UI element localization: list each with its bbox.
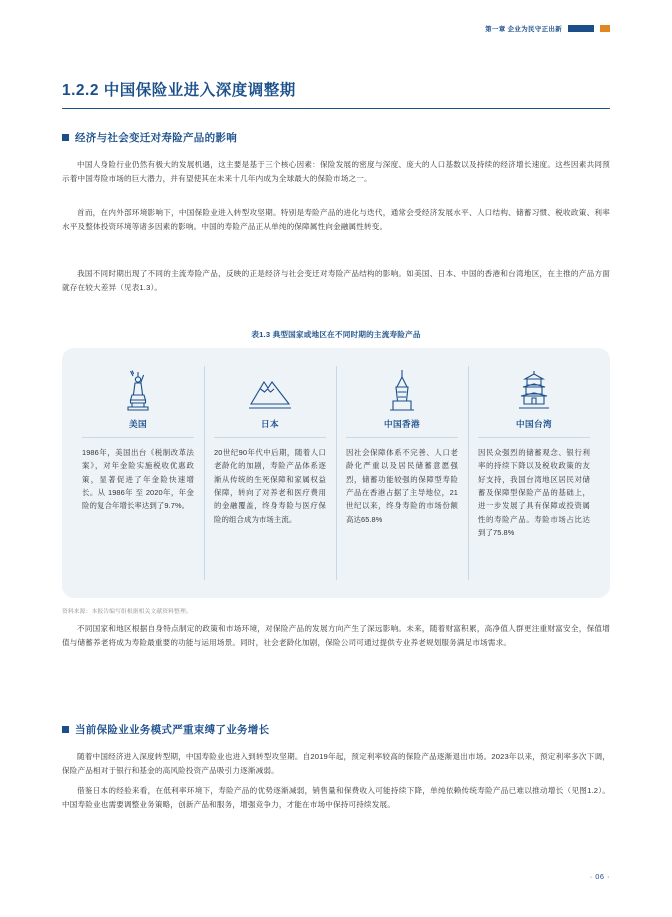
header-bar-blue: [568, 25, 594, 32]
header-bar-orange: [600, 25, 610, 32]
paragraph-block-3: [62, 267, 610, 295]
paragraph-text: 借鉴日本的经验来看，在低利率环境下，寿险产品的优势逐渐减弱，销售量和保费收入可能持续下降，单纯依赖传统寿险产品已难以推动增长（见图1.2）。中国寿险业也需要调整业务策略，创新产品和服务，增强竞争力，才能在市场中保持可持续发展。: [62, 786, 610, 810]
card-divider: [346, 437, 458, 438]
page-number: · 06 ·: [589, 872, 610, 881]
card-hongkong: [336, 362, 468, 584]
card-title: 美国: [129, 419, 147, 429]
subheading-economy-impact: [62, 130, 237, 145]
pagoda-icon: [513, 366, 555, 412]
paragraph-block-2: [62, 206, 610, 234]
card-text: 因民众强烈的储蓄观念、银行利率的持续下降以及税收政策的友好支持，我国台湾地区居民对储蓄及保障型保险产品的基础上，进一步发展了具有保障或投资属性的寿险产品。寿险市场占比达到了75.8%: [478, 448, 590, 537]
square-bullet-icon: [62, 726, 69, 733]
paragraph-block-1: [62, 158, 610, 186]
mount-fuji-icon: [247, 366, 293, 412]
paragraph-text: 中国人身险行业仍然有极大的发展机遇，这主要是基于三个核心因素：保险发展的密度与深度、庞大的人口基数以及持续的经济增长速度。这些因素共同预示着中国寿险市场的巨大潜力，并有望使其在未来十几年内成为全球最大的保险市场之一。: [62, 160, 610, 184]
card-usa: [72, 362, 204, 584]
subheading-label: 经济与社会变迁对寿险产品的影响: [75, 132, 237, 144]
card-divider: [82, 437, 194, 438]
card-text: 20世纪90年代中后期，随着人口老龄化的加剧，寿险产品体系逐渐从传统的生死保障和家属权益保障，转向了对养老和医疗费用的金融覆盖，终身寿险与医疗保险的组合成为市场主流。: [214, 448, 326, 524]
comparison-card-panel: [62, 348, 610, 598]
table-source-note: 资料来源：本报告编写组根据相关文献资料整理。: [62, 609, 192, 615]
card-divider: [478, 437, 590, 438]
chapter-label: 第一章 企业为民守正出新: [485, 26, 562, 33]
card-divider: [214, 437, 326, 438]
statue-of-liberty-icon: [118, 366, 158, 412]
paragraph-text: 随着中国经济进入深度转型期，中国寿险业也进入到转型攻坚期。自2019年起，预定利率较高的保险产品逐渐退出市场。2023年以来，预定利率多次下调，保险产品相对于银行和基金的高风险投资产品吸引力逐渐减弱。: [62, 752, 610, 776]
card-japan: [204, 362, 336, 584]
subheading-label: 当前保险业业务模式严重束缚了业务增长: [75, 724, 270, 736]
subheading-business-model: [62, 722, 269, 737]
paragraph-block-6: [62, 784, 610, 812]
paragraph-block-5: [62, 750, 610, 778]
running-header: [485, 24, 610, 33]
table-caption: 表1.3 典型国家或地区在不同时期的主流寿险产品: [251, 330, 421, 339]
card-text: 因社会保障体系不完善、人口老龄化严重以及居民储蓄意愿强烈，储蓄功能较强的保障型寿险产品在香港占据了主导地位，21世纪以来，终身寿险的市场份额高达65.8%: [346, 448, 458, 524]
card-title: 中国香港: [384, 419, 420, 429]
page-title: 1.2.2 中国保险业进入深度调整期: [62, 78, 610, 109]
card-taiwan: [468, 362, 600, 584]
paragraph-text: 不同国家和地区根据自身特点制定的政策和市场环境，对保险产品的发展方向产生了深远影响。未来，随着财富积累，高净值人群更注重财富安全，保值增值与储蓄养老将成为寿险最重要的功能与运用场景。同时，社会老龄化加剧，保险公司可通过提供专业养老规划服务满足市场需求。: [62, 624, 610, 648]
paragraph-text: 我国不同时期出现了不同的主流寿险产品，反映的正是经济与社会变迁对寿险产品结构的影响。如美国、日本、中国的香港和台湾地区，在主推的产品方面就存在较大差异（见表1.3）。: [62, 269, 610, 293]
hong-kong-tower-icon: [382, 366, 422, 412]
paragraph-block-4: [62, 622, 610, 650]
card-text: 1986年，美国出台《税制改革法案》，对年金险实施税收优惠政策，显著促进了年金险快速增长。从 1986年 至 2020年，年金险的复合年增长率达到了9.7%。: [82, 448, 194, 511]
card-title: 日本: [261, 419, 279, 429]
paragraph-text: 首而，在内外部环境影响下，中国保险业进入转型攻坚期。特别是寿险产品的进化与迭代，通常会受经济发展水平、人口结构、储蓄习惯、税收政策、利率水平及整体投资环境等诸多因素的影响。中国的寿险产品正从单纯的保障属性向金融属性转变。: [62, 208, 610, 232]
card-title: 中国台湾: [516, 419, 552, 429]
square-bullet-icon: [62, 134, 69, 141]
